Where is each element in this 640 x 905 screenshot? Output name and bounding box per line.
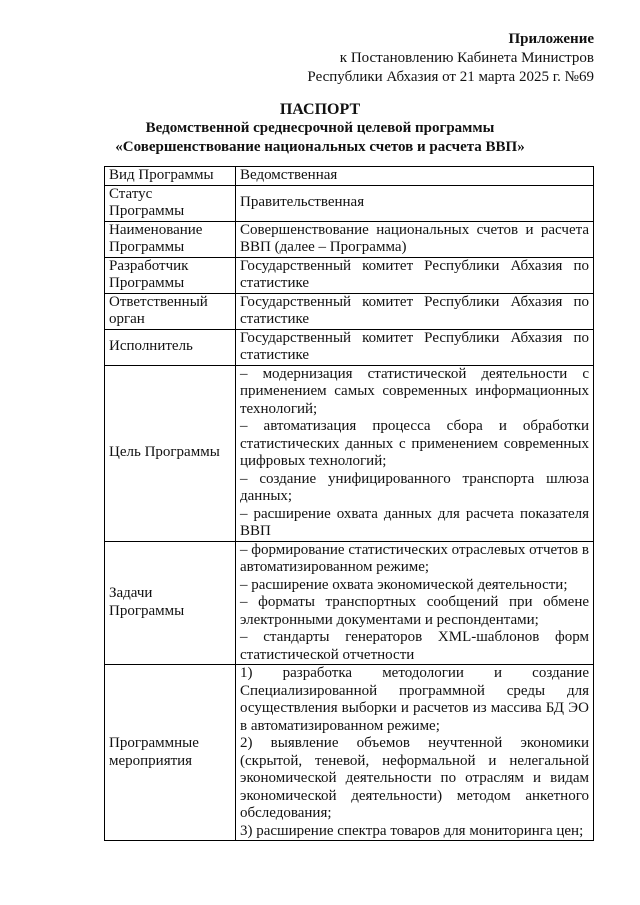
table-row xyxy=(105,293,594,329)
list-item: – расширение охвата экономической деятельности; xyxy=(240,576,568,593)
table-row xyxy=(105,257,594,293)
program-name-line: «Совершенствование национальных счетов и расчета ВВП» xyxy=(115,139,525,155)
table-row xyxy=(105,329,594,365)
appendix-line-1: к Постановлению Кабинета Министров xyxy=(339,50,594,66)
passport-table xyxy=(104,166,594,841)
goal-key: Цель Программы xyxy=(105,365,236,541)
row-key: Статус Программы xyxy=(105,185,236,221)
row-value: Государственный комитет Республики Абхазия по статистике xyxy=(236,329,594,365)
row-key: Вид Программы xyxy=(105,167,236,186)
table-row xyxy=(105,221,594,257)
table-row xyxy=(105,167,594,186)
row-value: Совершенствование национальных счетов и расчета ВВП (далее – Программа) xyxy=(236,221,594,257)
table-row-measures xyxy=(105,665,594,841)
row-value: Ведомственная xyxy=(236,167,594,186)
row-value: Государственный комитет Республики Абхазия по статистике xyxy=(236,293,594,329)
table-row-tasks xyxy=(105,541,594,665)
row-key: Разработчик Программы xyxy=(105,257,236,293)
row-key: Наименование Программы xyxy=(105,221,236,257)
row-value: Государственный комитет Республики Абхазия по статистике xyxy=(236,257,594,293)
appendix-block xyxy=(194,30,594,87)
document-title: ПАСПОРТ xyxy=(279,101,361,118)
tasks-items xyxy=(236,541,594,665)
measures-key: Программные мероприятия xyxy=(105,665,236,841)
list-item: – создание унифицированного транспорта шлюза данных; xyxy=(240,470,589,504)
table-row xyxy=(105,185,594,221)
row-value: Правительственная xyxy=(236,185,594,221)
row-key: Ответственный орган xyxy=(105,293,236,329)
list-item: – модернизация статистической деятельности с применением самых современных информационных технологий; xyxy=(240,365,589,417)
measures-items xyxy=(236,665,594,841)
list-item: – формирование статистических отраслевых отчетов в автоматизированном режиме; xyxy=(240,541,589,575)
appendix-title: Приложение xyxy=(508,31,594,47)
program-type-line: Ведомственной среднесрочной целевой программы xyxy=(145,120,495,136)
goal-items xyxy=(236,365,594,541)
table-row-goal xyxy=(105,365,594,541)
tasks-key: Задачи Программы xyxy=(105,541,236,665)
list-item: 1) разработка методологии и создание Специализированной программной среды для осуществления выборки и расчетов из массива БД ЭО в автоматизированном режиме; xyxy=(240,665,589,734)
list-item: – стандарты генераторов XML-шаблонов форм статистической отчетности xyxy=(240,629,589,663)
appendix-line-2: Республики Абхазия от 21 марта 2025 г. №69 xyxy=(307,69,594,85)
list-item: – расширение охвата данных для расчета показателя ВВП xyxy=(240,505,589,539)
list-item: 2) выявление объемов неучтенной экономики (скрытой, теневой, неформальной и нелегальной экономической деятельности по отраслям и видам экономической деятельности) методом анкетного обследования; xyxy=(240,735,589,821)
list-item: 3) расширение спектра товаров для мониторинга цен; xyxy=(240,822,584,839)
list-item: – автоматизация процесса сбора и обработки статистических данных с применением современных цифровых технологий; xyxy=(240,418,589,469)
document-heading xyxy=(0,100,640,157)
row-key: Исполнитель xyxy=(105,329,236,365)
list-item: – форматы транспортных сообщений при обмене электронными документами и респондентами; xyxy=(240,594,589,628)
